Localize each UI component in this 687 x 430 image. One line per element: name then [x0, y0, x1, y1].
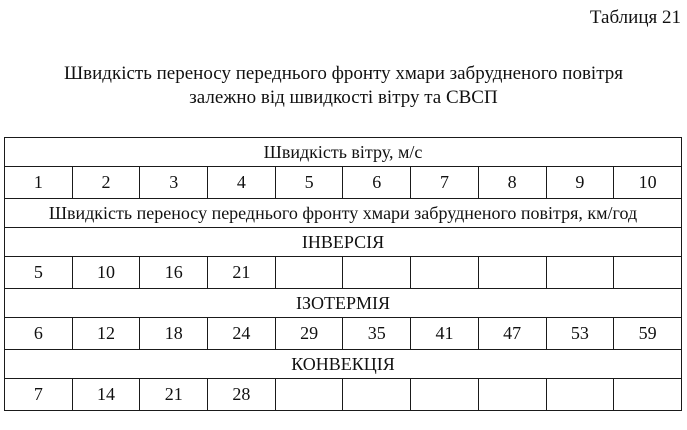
table-number: Таблиця 21 [589, 7, 681, 28]
value-cell: 6 [5, 318, 73, 350]
value-cell: 14 [72, 379, 140, 411]
wind-speed-cell: 3 [140, 167, 208, 199]
value-cell: 24 [208, 318, 276, 350]
value-cell: 10 [72, 257, 140, 289]
wind-speed-values-row [5, 167, 682, 199]
transfer-speed-header-row [5, 199, 682, 228]
wind-speed-header-row [5, 138, 682, 167]
value-cell [275, 257, 343, 289]
value-cell [411, 379, 479, 411]
value-cell [343, 379, 411, 411]
value-cell: 16 [140, 257, 208, 289]
value-cell: 59 [614, 318, 682, 350]
value-cell: 5 [5, 257, 73, 289]
wind-transfer-table [4, 137, 682, 411]
section-convection-values-row [5, 379, 682, 411]
value-cell [343, 257, 411, 289]
value-cell: 53 [546, 318, 614, 350]
value-cell: 21 [140, 379, 208, 411]
section-header-row [5, 289, 682, 318]
section-header-row [5, 228, 682, 257]
value-cell: 28 [208, 379, 276, 411]
value-cell: 47 [478, 318, 546, 350]
wind-speed-header: Швидкість вітру, м/с [5, 138, 682, 167]
section-isothermy-values-row [5, 318, 682, 350]
wind-speed-cell: 6 [343, 167, 411, 199]
section-header-row [5, 350, 682, 379]
wind-speed-cell: 10 [614, 167, 682, 199]
value-cell [546, 257, 614, 289]
transfer-speed-header: Швидкість переносу переднього фронту хмари забрудненого повітря, км/год [5, 199, 682, 228]
section-isothermy-header: ІЗОТЕРМІЯ [5, 289, 682, 318]
wind-speed-cell: 8 [478, 167, 546, 199]
wind-speed-cell: 7 [411, 167, 479, 199]
value-cell: 21 [208, 257, 276, 289]
value-cell: 7 [5, 379, 73, 411]
value-cell: 18 [140, 318, 208, 350]
value-cell [478, 257, 546, 289]
value-cell [478, 379, 546, 411]
value-cell [411, 257, 479, 289]
section-inversion-header: ІНВЕРСІЯ [5, 228, 682, 257]
table-title [0, 62, 687, 110]
value-cell [546, 379, 614, 411]
section-convection-header: КОНВЕКЦІЯ [5, 350, 682, 379]
value-cell [275, 379, 343, 411]
title-line-1: Швидкість переносу переднього фронту хмари забрудненого повітря [64, 63, 623, 84]
wind-speed-cell: 1 [5, 167, 73, 199]
value-cell: 29 [275, 318, 343, 350]
wind-speed-cell: 4 [208, 167, 276, 199]
wind-speed-cell: 2 [72, 167, 140, 199]
value-cell: 35 [343, 318, 411, 350]
value-cell: 41 [411, 318, 479, 350]
value-cell [614, 257, 682, 289]
title-line-2: залежно від швидкості вітру та СВСП [189, 87, 498, 108]
value-cell: 12 [72, 318, 140, 350]
wind-speed-cell: 9 [546, 167, 614, 199]
section-inversion-values-row [5, 257, 682, 289]
wind-speed-cell: 5 [275, 167, 343, 199]
value-cell [614, 379, 682, 411]
